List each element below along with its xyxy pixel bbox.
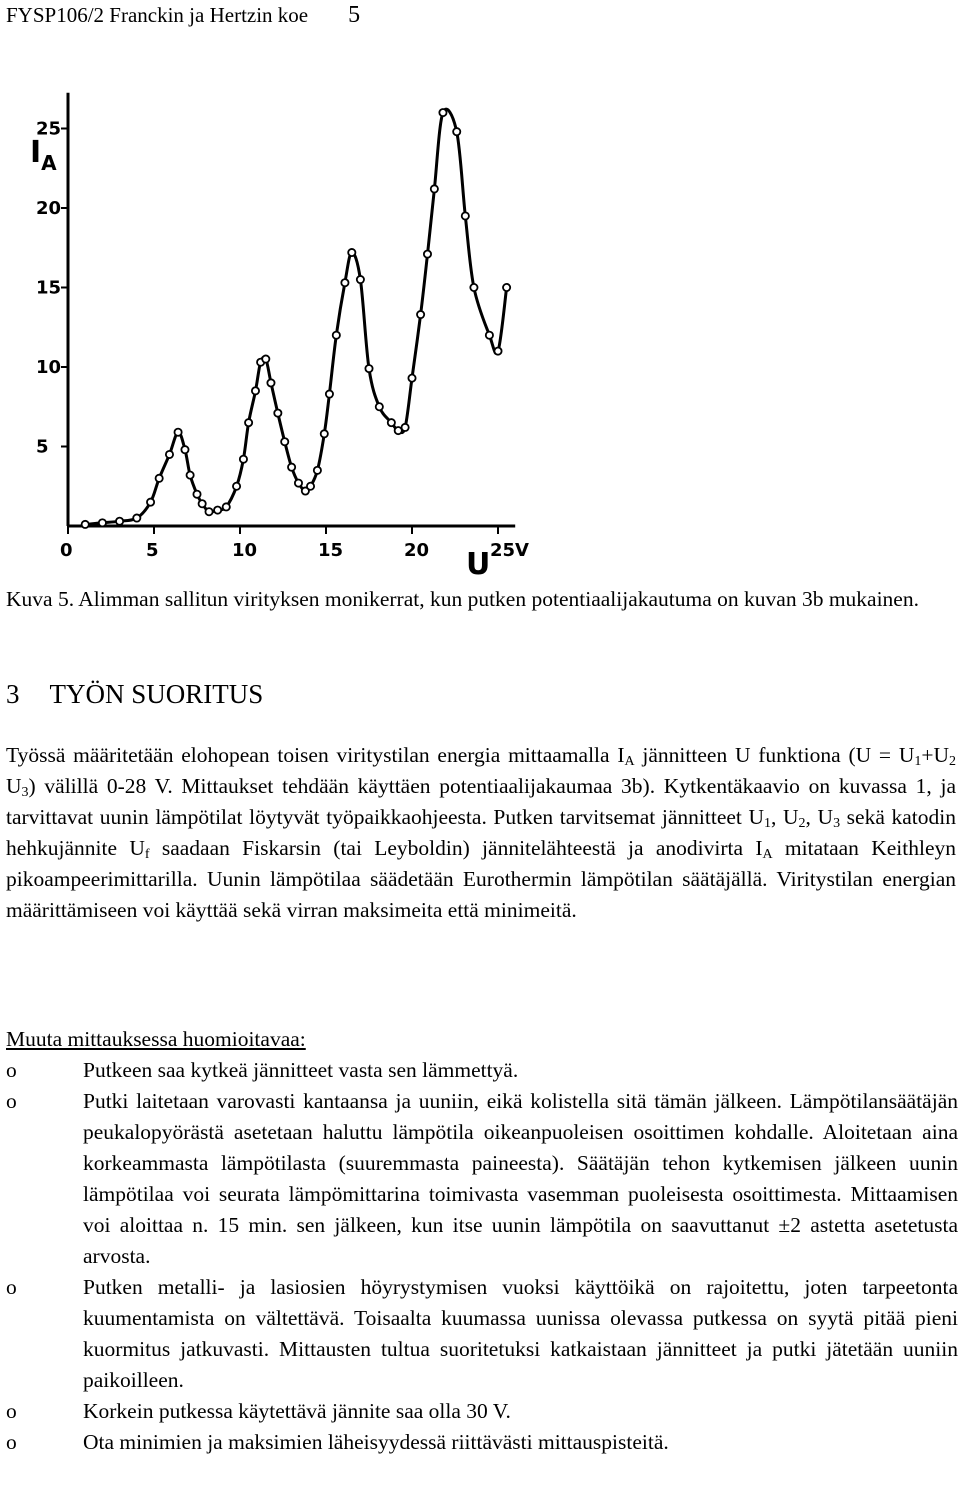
list-bullet: o (6, 1275, 17, 1299)
list-item (6, 1427, 958, 1458)
data-point (205, 508, 212, 515)
data-point (147, 499, 154, 506)
data-point (357, 276, 364, 283)
data-point (233, 483, 240, 490)
data-point (252, 387, 259, 394)
data-point (503, 284, 510, 291)
list-bullet: o (6, 1058, 17, 1082)
section-number: 3 (6, 679, 20, 709)
section-heading (6, 676, 263, 712)
data-point (326, 390, 333, 397)
data-point (262, 355, 269, 362)
list-bullet: o (6, 1089, 17, 1113)
data-point (365, 365, 372, 372)
page-header (6, 0, 360, 30)
current-curve (85, 109, 506, 524)
list-item (6, 1272, 958, 1396)
x-axis-label: U (466, 547, 491, 580)
data-point (156, 475, 163, 482)
data-point (408, 375, 415, 382)
data-point (240, 456, 247, 463)
y-tick-label: 5 (36, 436, 49, 458)
x-tick-label: 5 (146, 540, 159, 561)
data-point (424, 251, 431, 258)
x-tick-label: 20 (404, 540, 430, 561)
data-point (321, 430, 328, 437)
chart-ticks (36, 119, 529, 562)
data-point (453, 128, 460, 135)
x-tick-label: 25V (490, 540, 529, 561)
x-tick-label: 0 (60, 540, 73, 561)
body-paragraph: Työssä määritetään elohopean toisen viritystilan energia mittaamalla $I_A$ jännitteen U funktiona ($U = U_1+U_2$ $U_3$) välillä 0-28 V. Mittaukset tehdään käyttäen potentiaalijakaumaa 3b). Kytkentäkaavio on kuvassa 1, ja tarvittavat uunin lämpötilat löytyvät työpaikkaohjeesta. Putken tarvitsemat jännitteet $U_1$, $U_2$, $U_3$ sekä katodin hehkujännite $U_f$ saadaan Fiskarsin (tai Leyboldin) jännitelähteestä ja anodivirta $I_A$ mitataan Keithleyn pikoampeerimittarilla. Uunin lämpötilaa säädetään Eurothermin lämpötilan säätäjällä. Viritystilan energian määrittämiseen voi käyttää sekä virran maksimeita että minimeitä. (6, 743, 956, 922)
list-item (6, 1086, 958, 1272)
data-point (288, 464, 295, 471)
data-point (181, 446, 188, 453)
data-point (295, 479, 302, 486)
data-point (99, 519, 106, 526)
data-point (193, 491, 200, 498)
data-point (199, 500, 206, 507)
list-item-text: Korkein putkessa käytettävä jännite saa olla 30 V. (83, 1399, 511, 1423)
data-point (402, 424, 409, 431)
data-point (462, 212, 469, 219)
data-point (274, 410, 281, 417)
data-point (174, 429, 181, 436)
y-tick-label: 25 (36, 118, 62, 140)
data-point (314, 467, 321, 474)
x-tick-label: 15 (318, 540, 344, 561)
header-title: FYSP106/2 Franckin ja Hertzin koe (6, 3, 309, 27)
franck-hertz-chart (0, 80, 560, 580)
data-points (82, 109, 511, 528)
data-point (439, 109, 446, 116)
data-point (82, 521, 89, 528)
list-bullet: o (6, 1399, 17, 1423)
list-item (6, 1055, 958, 1086)
y-tick-label: 15 (36, 277, 62, 299)
data-point (486, 332, 493, 339)
y-tick-label: 20 (36, 198, 62, 219)
data-point (494, 348, 501, 355)
data-point (187, 472, 194, 479)
notes-heading: Muuta mittauksessa huomioitavaa: (6, 1027, 306, 1051)
data-point (223, 503, 230, 510)
data-point (348, 249, 355, 256)
list-item-text: Putkeen saa kytkeä jännitteet vasta sen lämmettyä. (83, 1058, 519, 1082)
data-point (388, 419, 395, 426)
figure-caption: Kuva 5. Alimman sallitun virityksen monikerrat, kun putken potentiaalijakautuma on kuvan 3b mukainen. (6, 587, 919, 611)
section-title: TYÖN SUORITUS (49, 679, 264, 709)
data-point (166, 451, 173, 458)
data-point (133, 514, 140, 521)
list-item-text: Putken metalli- ja lasiosien höyrystymisen vuoksi käyttöikä on rajoitettu, joten tarpeetonta kuumentamista on vältettävä. Toisaalta kuumassa uunissa olevassa putkessa on syytä pitää pieni kuormitus jatkuvasti. Mittausten tultua suoritetuksi katkaistaan jännitteet ja putki jätetään uuniin paikoilleen. (83, 1275, 958, 1392)
data-point (341, 279, 348, 286)
data-point (417, 311, 424, 318)
x-tick-label: 10 (232, 540, 258, 561)
data-point (281, 438, 288, 445)
y-tick-label: 10 (36, 357, 62, 378)
data-point (245, 419, 252, 426)
data-point (267, 379, 274, 386)
data-point (333, 332, 340, 339)
data-point (470, 284, 477, 291)
data-point (431, 185, 438, 192)
data-point (307, 483, 314, 490)
notes-list (6, 1055, 958, 1458)
list-bullet: o (6, 1430, 17, 1454)
y-axis-label: $I_A$ (30, 135, 57, 175)
list-item (6, 1396, 958, 1427)
data-point (376, 403, 383, 410)
list-item-text: Ota minimien ja maksimien läheisyydessä riittävästi mittauspisteitä. (83, 1430, 669, 1454)
chart-axes (68, 93, 515, 526)
data-point (116, 518, 123, 525)
list-item-text: Putki laitetaan varovasti kantaansa ja uuniin, eikä kolistella sitä tämän jälkeen. Lämpötilansäätäjän peukalopyörästä asetetaan haluttu lämpötila oikeanpuoleisen osoittimen kohdalle. Aloitetaan aina korkeammasta lämpötilasta (suuremmasta paineesta). Säätäjän tehon kytkemisen jälkeen uunin lämpötilaa voi seurata lämpömittarina toimivasta vasemman puoleisesta osoittimesta. Mittaamisen voi aloittaa n. 15 min. sen jälkeen, kun itse uunin lämpötila on saavuttanut ±2 astetta asetetusta arvosta. (83, 1089, 958, 1268)
data-point (214, 507, 221, 514)
page-number: 5 (348, 2, 361, 28)
